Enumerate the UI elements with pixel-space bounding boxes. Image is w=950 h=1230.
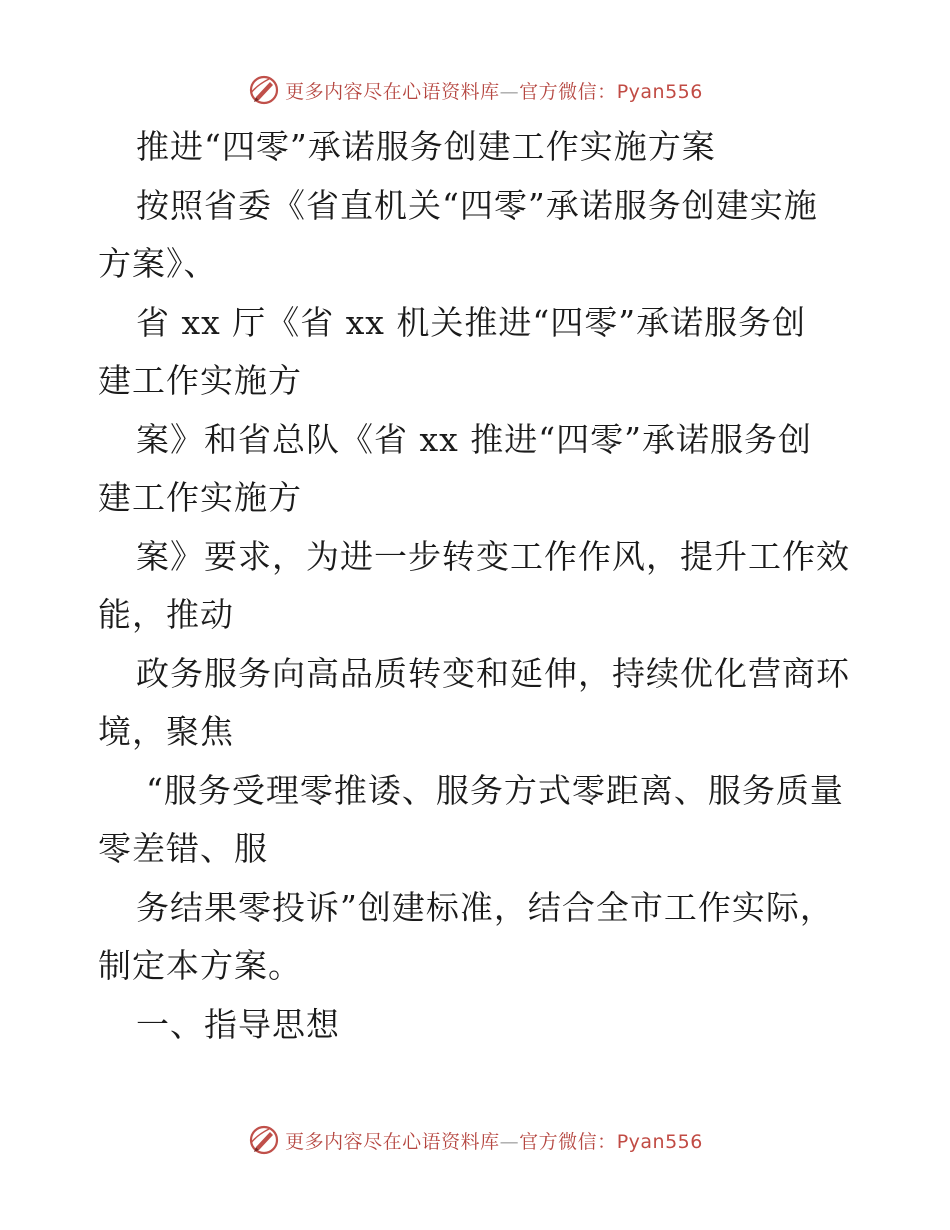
header-dash: — bbox=[499, 80, 520, 103]
paragraph-line: 能，推动 bbox=[98, 595, 234, 634]
header-banner bbox=[0, 70, 950, 110]
footer-promo-text: 更多内容尽在心语资料库 bbox=[285, 1130, 500, 1153]
paragraph-line: 建工作实施方 bbox=[98, 361, 302, 400]
section-heading: 一、指导思想 bbox=[136, 1004, 340, 1044]
footer-wechat-label: 官方微信： bbox=[519, 1130, 617, 1153]
paragraph-line: 方案》、 bbox=[98, 244, 218, 283]
pen-logo-icon bbox=[247, 73, 281, 107]
header-promo-text: 更多内容尽在心语资料库 bbox=[285, 80, 500, 103]
footer-dash: — bbox=[499, 1130, 520, 1153]
paragraph-line: 零差错、服 bbox=[98, 829, 268, 868]
document-title: 推进“四零”承诺服务创建工作实施方案 bbox=[136, 127, 716, 166]
paragraph-line: 案》要求，为进一步转变工作作风，提升工作效 bbox=[136, 536, 850, 576]
paragraph-line: “服务受理零推诿、服务方式零距离、服务质量 bbox=[146, 770, 844, 810]
paragraph-line: 案》和省总队《省 xx 推进“四零”承诺服务创 bbox=[136, 419, 812, 459]
paragraph-line: 省 xx 厅《省 xx 机关推进“四零”承诺服务创 bbox=[136, 302, 807, 342]
header-promo bbox=[285, 77, 703, 104]
paragraph-line: 境，聚焦 bbox=[98, 712, 234, 751]
footer-wechat-handle: Pyan556 bbox=[616, 1130, 703, 1153]
document-body bbox=[98, 118, 858, 1054]
paragraph-line: 制定本方案。 bbox=[98, 946, 302, 985]
header-wechat-handle: Pyan556 bbox=[616, 80, 703, 103]
paragraph-line: 按照省委《省直机关“四零”承诺服务创建实施 bbox=[136, 185, 818, 225]
paragraph-line: 建工作实施方 bbox=[98, 478, 302, 517]
header-wechat-label: 官方微信： bbox=[519, 80, 617, 103]
pen-logo-icon bbox=[247, 1123, 281, 1157]
paragraph-line: 政务服务向高品质转变和延伸，持续优化营商环 bbox=[136, 653, 850, 693]
footer-banner bbox=[0, 1120, 950, 1160]
footer-promo bbox=[285, 1127, 703, 1154]
paragraph-line: 务结果零投诉”创建标准，结合全市工作实际， bbox=[136, 887, 834, 927]
